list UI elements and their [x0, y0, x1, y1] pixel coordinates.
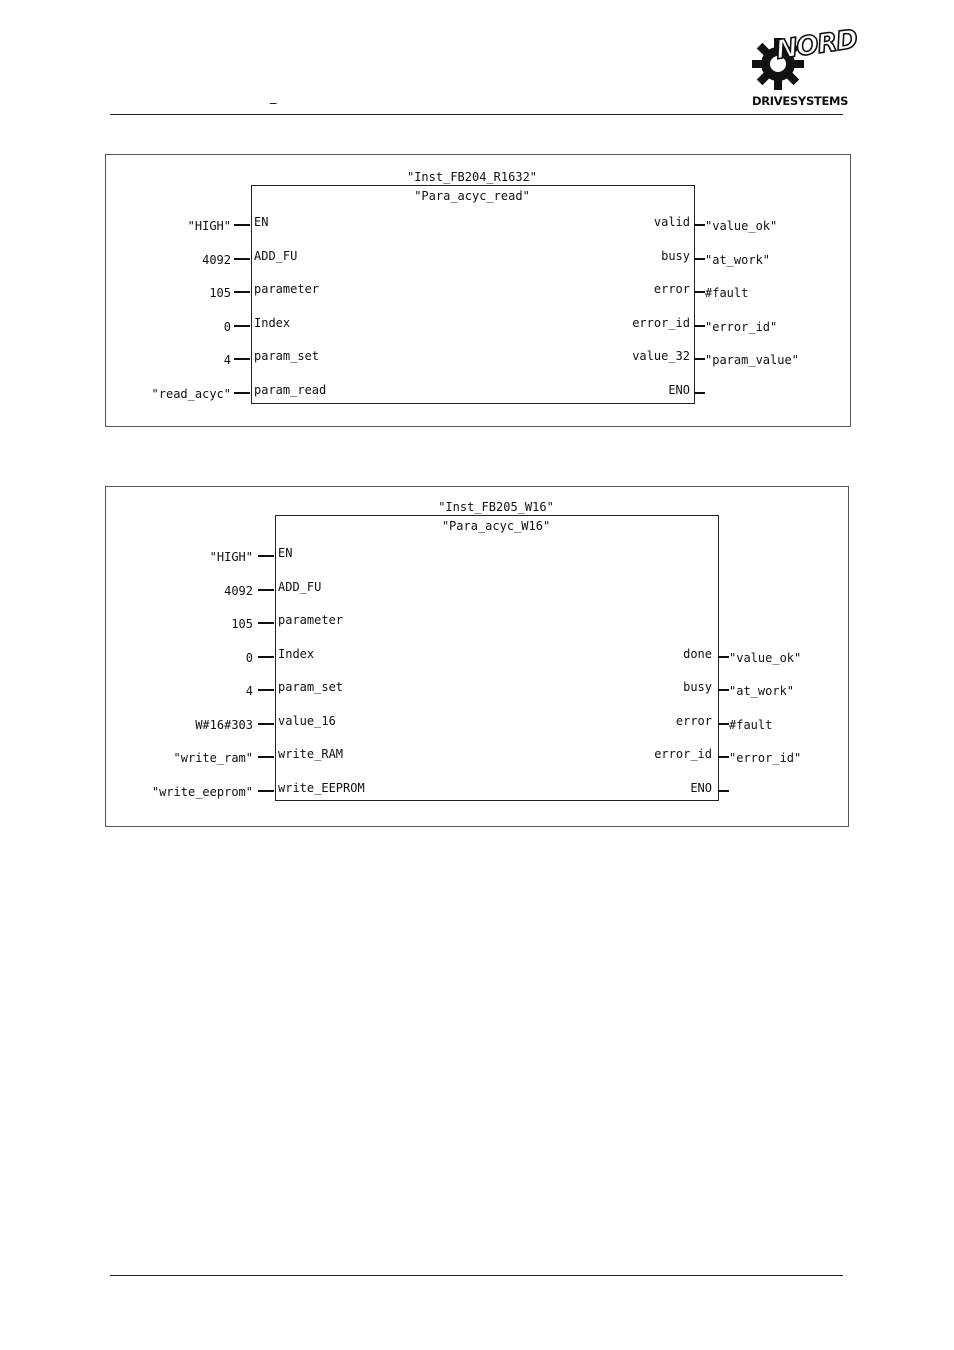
input-argument: W#16#303 [195, 717, 253, 732]
output-argument: #fault [729, 717, 773, 732]
input-pin-line [234, 325, 250, 327]
output-pin-line [694, 224, 705, 226]
input-pin-line [258, 689, 274, 691]
input-pin-label: param_read [254, 383, 327, 397]
input-argument: "write_ram" [173, 751, 253, 765]
output-argument: "param_value" [705, 353, 799, 368]
input-pin-line [234, 392, 250, 394]
input-argument: "HIGH" [187, 219, 231, 233]
output-pin-label: error [653, 282, 690, 297]
input-argument: 4092 [202, 252, 231, 267]
input-pin-label: write_EEPROM [278, 780, 365, 795]
output-argument: "error_id" [705, 319, 778, 334]
instance-name: "Inst_FB204_R1632" [406, 170, 538, 184]
output-pin-label: ENO [668, 383, 690, 397]
input-pin-line [234, 224, 250, 226]
output-pin-line [694, 358, 705, 360]
header-mark: _ [270, 90, 277, 105]
input-pin-label: ADD_FU [278, 579, 322, 594]
input-pin-label: value_16 [278, 713, 336, 728]
input-pin-line [258, 589, 274, 591]
input-pin-label: parameter [254, 282, 320, 297]
input-argument: 105 [209, 286, 231, 301]
output-pin-line [694, 392, 705, 394]
input-pin-label: write_RAM [278, 747, 344, 761]
input-argument: 4 [245, 684, 253, 698]
input-pin-line [258, 723, 274, 725]
output-pin-label: ENO [690, 780, 712, 795]
output-pin-line [718, 723, 729, 725]
input-pin-line [258, 555, 274, 557]
input-argument: "HIGH" [209, 550, 253, 564]
fb-diagram-read [105, 154, 851, 427]
output-pin-label: error [675, 713, 712, 728]
output-argument: "error_id" [729, 751, 802, 765]
input-pin-label: param_set [278, 680, 344, 694]
output-pin-line [718, 756, 729, 758]
input-argument: 4 [223, 353, 231, 368]
output-pin-line [718, 689, 729, 691]
input-pin-line [234, 358, 250, 360]
input-pin-label: param_set [254, 349, 320, 364]
nord-logo [748, 24, 859, 112]
output-argument: #fault [705, 286, 749, 301]
output-pin-label: value_32 [632, 349, 690, 364]
output-pin-line [718, 656, 729, 658]
input-argument: 105 [231, 617, 253, 631]
logo-wordmark: NORD [774, 24, 859, 66]
output-pin-line [694, 325, 705, 327]
block-name: "Para_acyc_read" [414, 189, 530, 203]
logo-subtitle: DRIVESYSTEMS [752, 94, 849, 108]
output-pin-label: error_id [632, 315, 690, 330]
output-pin-line [718, 790, 729, 792]
output-argument: "value_ok" [729, 650, 802, 665]
input-argument: "write_eeprom" [151, 784, 253, 799]
output-argument: "at_work" [705, 252, 771, 267]
input-pin-line [234, 258, 250, 260]
output-pin-label: busy [661, 248, 690, 263]
output-pin-label: error_id [654, 747, 712, 761]
input-pin-line [258, 622, 274, 624]
footer-rule [110, 1275, 843, 1276]
input-pin-line [258, 656, 274, 658]
output-pin-label: done [683, 646, 712, 661]
input-argument: 4092 [224, 583, 253, 598]
instance-name: "Inst_FB205_W16" [438, 500, 554, 514]
input-pin-label: parameter [278, 613, 344, 627]
input-argument: "read_acyc" [151, 387, 231, 401]
output-pin-line [694, 291, 705, 293]
output-argument: "value_ok" [705, 219, 778, 233]
input-argument: 0 [223, 319, 231, 334]
output-pin-line [694, 258, 705, 260]
input-pin-line [258, 790, 274, 792]
input-pin-label: Index [254, 315, 291, 330]
block-name: "Para_acyc_W16" [441, 519, 551, 533]
input-pin-label: Index [278, 646, 315, 661]
header-rule [110, 114, 843, 115]
input-pin-label: ADD_FU [254, 248, 298, 263]
input-argument: 0 [245, 650, 253, 665]
input-pin-label: EN [278, 546, 293, 560]
output-pin-label: busy [683, 680, 712, 694]
output-pin-label: valid [653, 215, 690, 229]
input-pin-line [258, 756, 274, 758]
input-pin-line [234, 291, 250, 293]
input-pin-label: EN [254, 215, 269, 229]
output-argument: "at_work" [729, 684, 795, 698]
fb-diagram-write [105, 486, 849, 827]
